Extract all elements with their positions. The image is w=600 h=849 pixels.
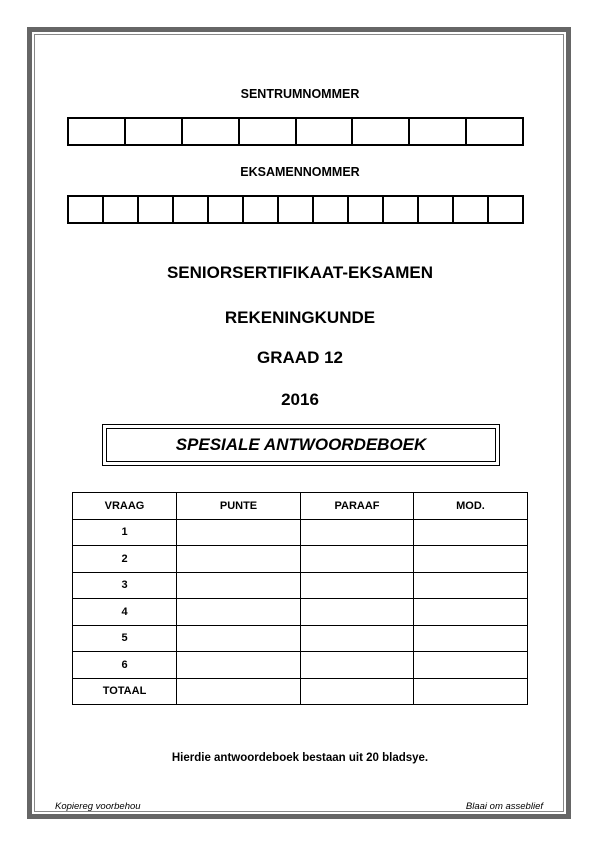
exam-number-box[interactable] bbox=[314, 197, 349, 222]
question-cell: 3 bbox=[73, 572, 177, 599]
marks-entry-cell[interactable] bbox=[177, 572, 301, 599]
centre-number-box[interactable] bbox=[467, 119, 522, 144]
exam-number-box[interactable] bbox=[209, 197, 244, 222]
marks-entry-cell[interactable] bbox=[414, 652, 528, 679]
special-answer-book-title: SPESIALE ANTWOORDEBOEK bbox=[106, 428, 496, 462]
marks-entry-cell[interactable] bbox=[177, 519, 301, 546]
question-cell: 1 bbox=[73, 519, 177, 546]
column-header: PUNTE bbox=[177, 493, 301, 520]
exam-number-box[interactable] bbox=[69, 197, 104, 222]
exam-number-box[interactable] bbox=[349, 197, 384, 222]
marks-table-header bbox=[73, 493, 528, 520]
year-title: 2016 bbox=[281, 390, 319, 409]
centre-number-box[interactable] bbox=[183, 119, 240, 144]
marks-entry-cell[interactable] bbox=[414, 519, 528, 546]
centre-number-label: SENTRUMNOMMER bbox=[240, 87, 360, 101]
marks-entry-cell[interactable] bbox=[301, 546, 414, 573]
special-answer-book-box bbox=[102, 424, 500, 466]
marks-entry-cell[interactable] bbox=[301, 678, 414, 705]
exam-number-box[interactable] bbox=[419, 197, 454, 222]
marks-table bbox=[72, 492, 528, 705]
marks-entry-cell[interactable] bbox=[301, 599, 414, 626]
table-row bbox=[73, 546, 528, 573]
marks-entry-cell[interactable] bbox=[177, 625, 301, 652]
page-count-note: Hierdie antwoordeboek bestaan uit 20 bladsye. bbox=[171, 752, 429, 764]
centre-number-box[interactable] bbox=[126, 119, 183, 144]
exam-number-box[interactable] bbox=[279, 197, 314, 222]
marks-entry-cell[interactable] bbox=[177, 678, 301, 705]
centre-number-box[interactable] bbox=[69, 119, 126, 144]
grade-title: GRAAD 12 bbox=[257, 348, 343, 367]
marks-entry-cell[interactable] bbox=[177, 652, 301, 679]
marks-entry-cell[interactable] bbox=[301, 625, 414, 652]
marks-entry-cell[interactable] bbox=[177, 546, 301, 573]
marks-entry-cell[interactable] bbox=[177, 599, 301, 626]
exam-number-label: EKSAMENNOMMER bbox=[240, 165, 360, 179]
centre-number-box[interactable] bbox=[240, 119, 297, 144]
column-header: VRAAG bbox=[73, 493, 177, 520]
marks-entry-cell[interactable] bbox=[301, 572, 414, 599]
exam-number-box[interactable] bbox=[244, 197, 279, 222]
table-row bbox=[73, 678, 528, 705]
marks-entry-cell[interactable] bbox=[301, 519, 414, 546]
question-cell: TOTAAL bbox=[73, 678, 177, 705]
exam-number-box[interactable] bbox=[104, 197, 139, 222]
table-row bbox=[73, 625, 528, 652]
turn-over-note: Blaai om asseblief bbox=[465, 801, 543, 812]
question-cell: 5 bbox=[73, 625, 177, 652]
centre-number-boxes[interactable] bbox=[67, 117, 524, 146]
copyright-note: Kopiereg voorbehou bbox=[55, 801, 141, 812]
question-cell: 2 bbox=[73, 546, 177, 573]
table-row bbox=[73, 652, 528, 679]
marks-entry-cell[interactable] bbox=[414, 546, 528, 573]
centre-number-box[interactable] bbox=[297, 119, 354, 144]
exam-number-box[interactable] bbox=[454, 197, 489, 222]
centre-number-box[interactable] bbox=[353, 119, 410, 144]
column-header: PARAAF bbox=[301, 493, 414, 520]
marks-entry-cell[interactable] bbox=[414, 678, 528, 705]
table-row bbox=[73, 572, 528, 599]
table-row bbox=[73, 599, 528, 626]
question-cell: 4 bbox=[73, 599, 177, 626]
exam-number-boxes[interactable] bbox=[67, 195, 524, 224]
exam-number-box[interactable] bbox=[384, 197, 419, 222]
marks-entry-cell[interactable] bbox=[414, 599, 528, 626]
table-row bbox=[73, 519, 528, 546]
question-cell: 6 bbox=[73, 652, 177, 679]
subject-title: REKENINGKUNDE bbox=[224, 308, 376, 327]
marks-entry-cell[interactable] bbox=[414, 572, 528, 599]
exam-title: SENIORSERTIFIKAAT-EKSAMEN bbox=[166, 263, 434, 282]
marks-entry-cell[interactable] bbox=[414, 625, 528, 652]
exam-number-box[interactable] bbox=[139, 197, 174, 222]
exam-number-box[interactable] bbox=[174, 197, 209, 222]
column-header: MOD. bbox=[414, 493, 528, 520]
exam-number-box[interactable] bbox=[489, 197, 522, 222]
marks-entry-cell[interactable] bbox=[301, 652, 414, 679]
centre-number-box[interactable] bbox=[410, 119, 467, 144]
